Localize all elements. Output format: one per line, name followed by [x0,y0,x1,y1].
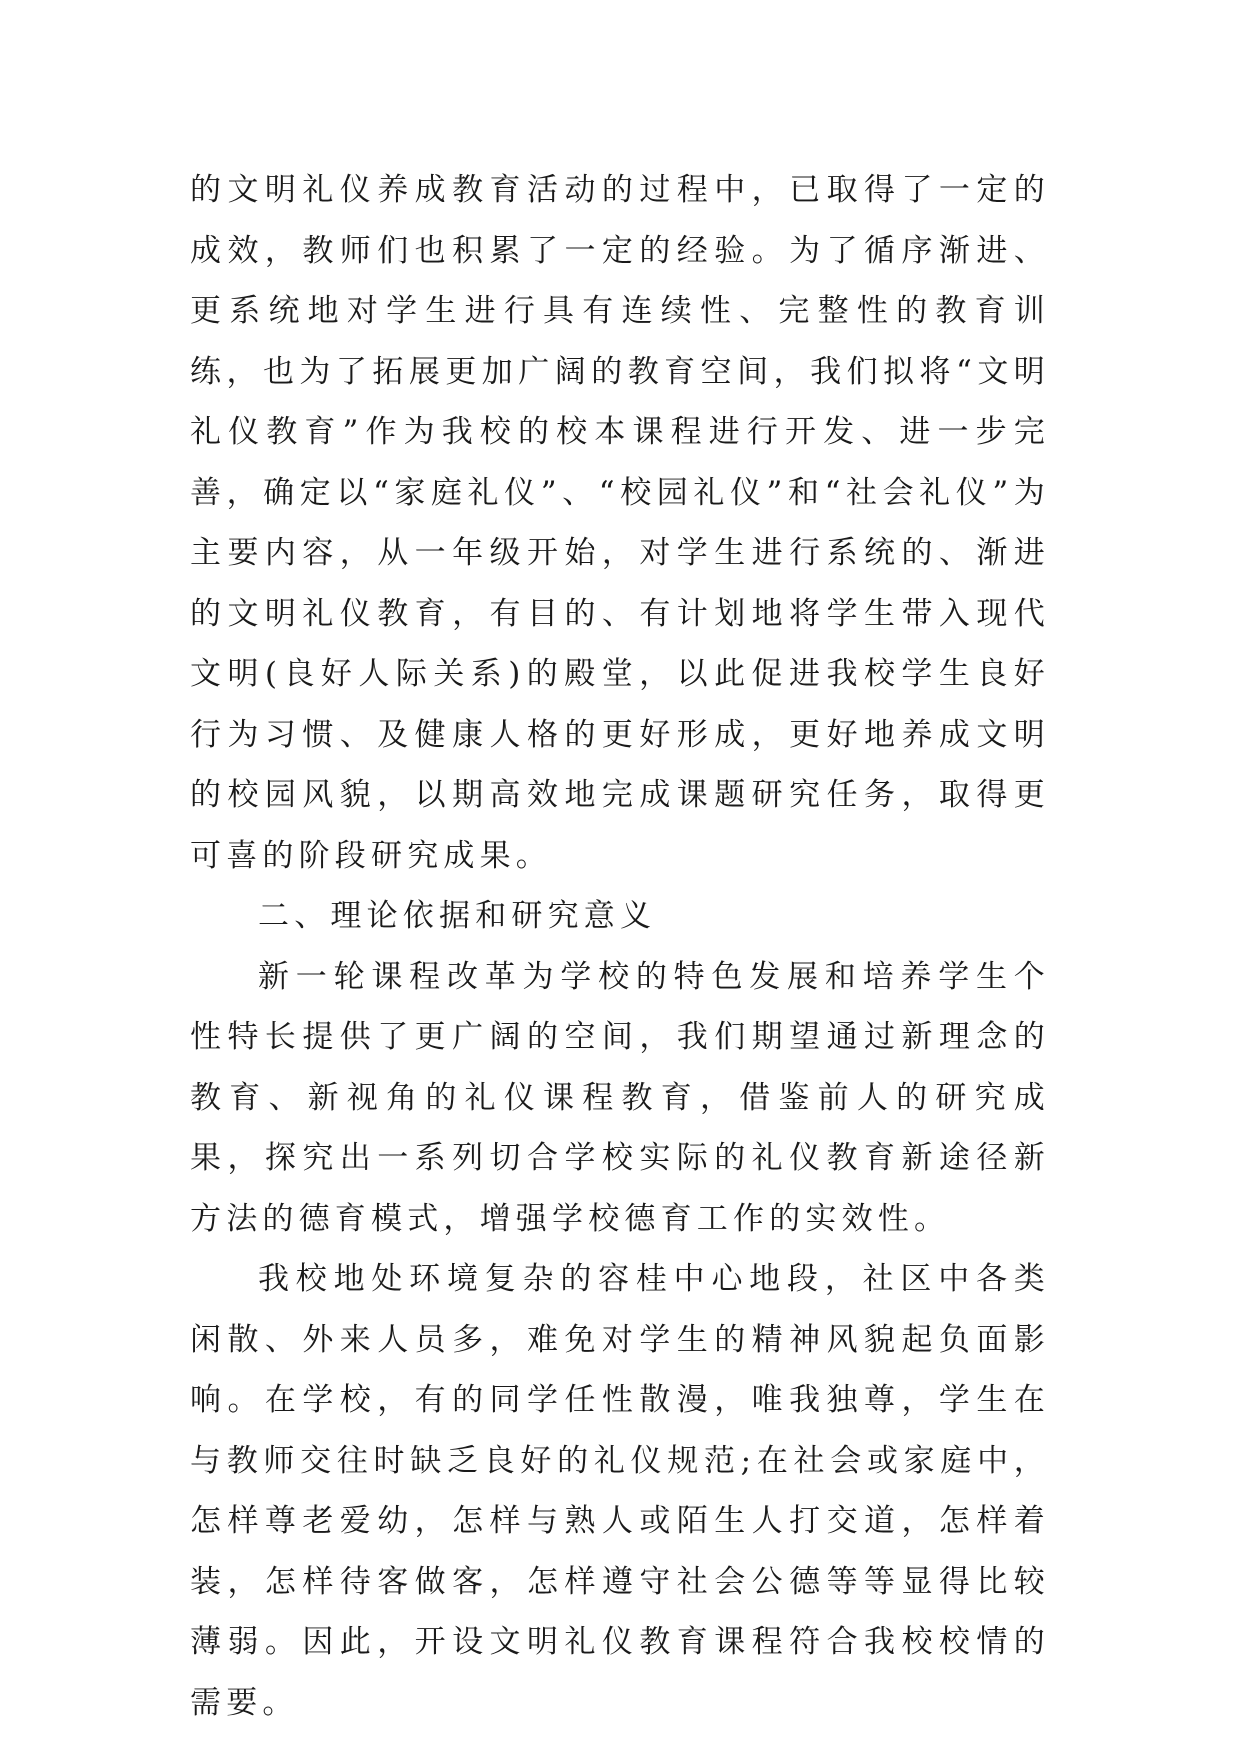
paragraph-school-environment: 我校地处环境复杂的容桂中心地段，社区中各类闲散、外来人员多，难免对学生的精神风貌起负面影响。在学校，有的同学任性散漫，唯我独尊，学生在与教师交往时缺乏良好的礼仪规范;在社会或家庭中，怎样尊老爱幼，怎样与熟人或陌生人打交道，怎样着装，怎样待客做客，怎样遵守社会公德等等显得比较薄弱。因此，开设文明礼仪教育课程符合我校校情的需要。 [190,1261,1050,1721]
document-body [190,160,1050,1733]
section-heading: 二、理论依据和研究意义 [258,898,657,934]
paragraph-curriculum-reform: 新一轮课程改革为学校的特色发展和培养学生个性特长提供了更广阔的空间，我们期望通过新理念的教育、新视角的礼仪课程教育，借鉴前人的研究成果，探究出一系列切合学校实际的礼仪教育新途径新方法的德育模式，增强学校德育工作的实效性。 [190,958,1050,1237]
paragraph-continued: 的文明礼仪养成教育活动的过程中，已取得了一定的成效，教师们也积累了一定的经验。为了循序渐进、更系统地对学生进行具有连续性、完整性的教育训练，也为了拓展更加广阔的教育空间，我们拟将“文明礼仪教育”作为我校的校本课程进行开发、进一步完善，确定以“家庭礼仪”、“校园礼仪”和“社会礼仪”为主要内容，从一年级开始，对学生进行系统的、渐进的文明礼仪教育，有目的、有计划地将学生带入现代文明(良好人际关系)的殿堂，以此促进我校学生良好行为习惯、及健康人格的更好形成，更好地养成文明的校园风貌，以期高效地完成课题研究任务，取得更可喜的阶段研究成果。 [190,172,1050,874]
